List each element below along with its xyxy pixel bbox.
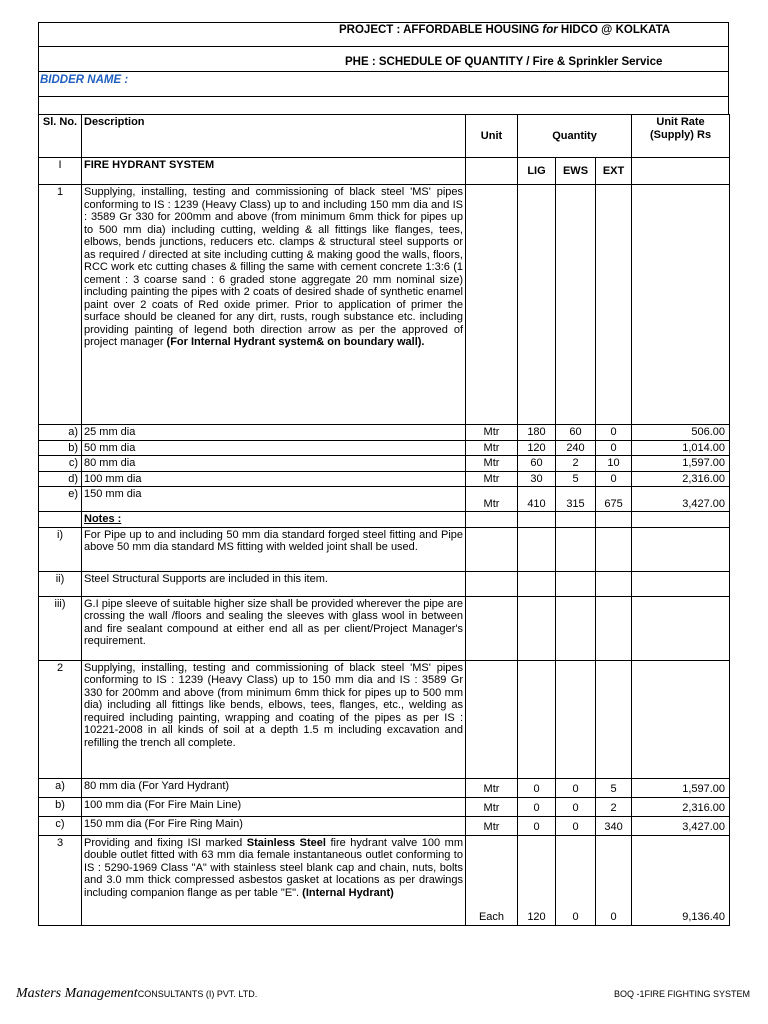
col-ews: EWS [556,158,596,185]
bidder-label: BIDDER NAME : [40,74,129,86]
table-row: c) 80 mm dia Mtr 60 2 10 1,597.00 [39,456,730,472]
col-description: Description [82,115,466,158]
col-quantity: Quantity [518,115,632,158]
item-2-row [39,660,730,778]
item-description: Supplying, installing, testing and commissioning of black steel 'MS' pipes conforming to IS : 1239 (Heavy Class) up to 150 mm dia and IS : 3589 Gr 330 for 200mm and above (from minimum 6mm thick for pipes up to 500 mm dia) including all fittings like bends, elbows, tees, flanges, etc., welding as required including painting, wrapping and coating of the pipes as per IS : 10221-2008 in all kinds of soil at a depth 1.5 m including excavation and refilling the trench all complete. [82,660,466,778]
item-3-row: 3 Providing and fixing ISI marked Stainless Steel fire hydrant valve 100 mm double outlet fitted with 63 mm dia female instantaneous outlet conforming to IS : 5290-1969 Class "A" with stainless steel blank cap and chain, nuts, bolts and 3.0 mm thick compressed asbestos gasket at locations as per drawings including companion flange as per table "E". (Internal Hydrant) Each 120 0 0 9,136.40 [39,835,730,925]
col-unit-rate: Unit Rate (Supply) Rs [632,115,730,158]
item-1-row [39,185,730,425]
spacer-row [38,97,729,115]
section-title: FIRE HYDRANT SYSTEM [82,158,466,185]
signature-logo: Masters Management [16,986,138,1001]
table-row: b) 50 mm dia Mtr 120 240 0 1,014.00 [39,440,730,456]
col-unit: Unit [466,115,518,158]
item-description: Providing and fixing ISI marked Stainless Steel fire hydrant valve 100 mm double outlet fitted with 63 mm dia female instantaneous outlet conforming to IS : 5290-1969 Class "A" with stainless steel blank cap and chain, nuts, bolts and 3.0 mm thick compressed asbestos gasket at locations as per drawings including companion flange as per table "E". (Internal Hydrant) [82,835,466,925]
table-row: b) 100 mm dia (For Fire Main Line) Mtr 0 0 2 2,316.00 [39,797,730,816]
section-row [39,158,730,185]
item-sl: 1 [39,185,82,425]
table-row: a) 80 mm dia (For Yard Hydrant) Mtr 0 0 5 1,597.00 [39,778,730,797]
table-row: d) 100 mm dia Mtr 30 5 0 2,316.00 [39,471,730,487]
note-row: i) For Pipe up to and including 50 mm dia standard forged steel fitting and Pipe above 50 mm dia standard MS fitting with welded joint shall be used. [39,527,730,571]
notes-title: Notes : [82,512,466,528]
note-row: ii) Steel Structural Supports are included in this item. [39,571,730,596]
item-description: Supplying, installing, testing and commissioning of black steel 'MS' pipes conforming to IS : 1239 (Heavy Class) up to and including 150 mm dia and IS : 3589 Gr 330 for 200mm and above (from minimum 6mm thick for pipes up to 500 mm dia) including cutting, welding & all fittings like flanges, tees, elbows, bends junctions, reducers etc. clamps & structural steel supports or as required / directed at site including cutting & making good the walls, floors, RCC work etc cutting chases & filling the same with cement concrete 1:3:6 (1 cement : 3 coarse sand : 6 graded stone aggregate 20 mm nominal size) including painting the pipes with 2 coats of desired shade of synthetic enamel paint over 2 coats of Red oxide primer. Prior to application of primer the surface should be cleaned for any dirt, rusts, rough substance etc. including providing painting of legend both direction arrow as per the approved of project manager (For Internal Hydrant system& on boundary wall). [82,185,466,425]
table-row: a) 25 mm dia Mtr 180 60 0 506.00 [39,425,730,441]
item-sl: 2 [39,660,82,778]
footer-company [16,986,257,1002]
schedule-title: PHE : SCHEDULE OF QUANTITY / Fire & Sprinkler Service [345,56,663,68]
project-title: PROJECT : AFFORDABLE HOUSING for HIDCO @ KOLKATA [339,24,671,36]
bidder-row [38,71,729,97]
col-ext: EXT [596,158,632,185]
boq-table [38,114,730,926]
footer-doc-title: BOQ -1FIRE FIGHTING SYSTEM [613,989,750,999]
col-lig: LIG [518,158,556,185]
phe-header-row [38,46,729,71]
col-sl: Sl. No. [39,115,82,158]
note-row: iii) G.I pipe sleeve of suitable higher size shall be provided wherever the pipe are crossing the wall /floors and sealing the sleeves with glass wool in between and fire sealant compound at either end all as per client/Project Manager's requirement. [39,596,730,660]
notes-title-row [39,512,730,528]
item-sl: 3 [39,835,82,925]
table-row: c) 150 mm dia (For Fire Ring Main) Mtr 0 0 340 3,427.00 [39,816,730,835]
project-header-row [38,22,729,46]
section-sl: I [39,158,82,185]
company-name: CONSULTANTS (I) PVT. LTD. [137,989,258,999]
column-header-row [39,115,730,158]
table-row: e) 150 mm dia Mtr 410 315 675 3,427.00 [39,487,730,512]
